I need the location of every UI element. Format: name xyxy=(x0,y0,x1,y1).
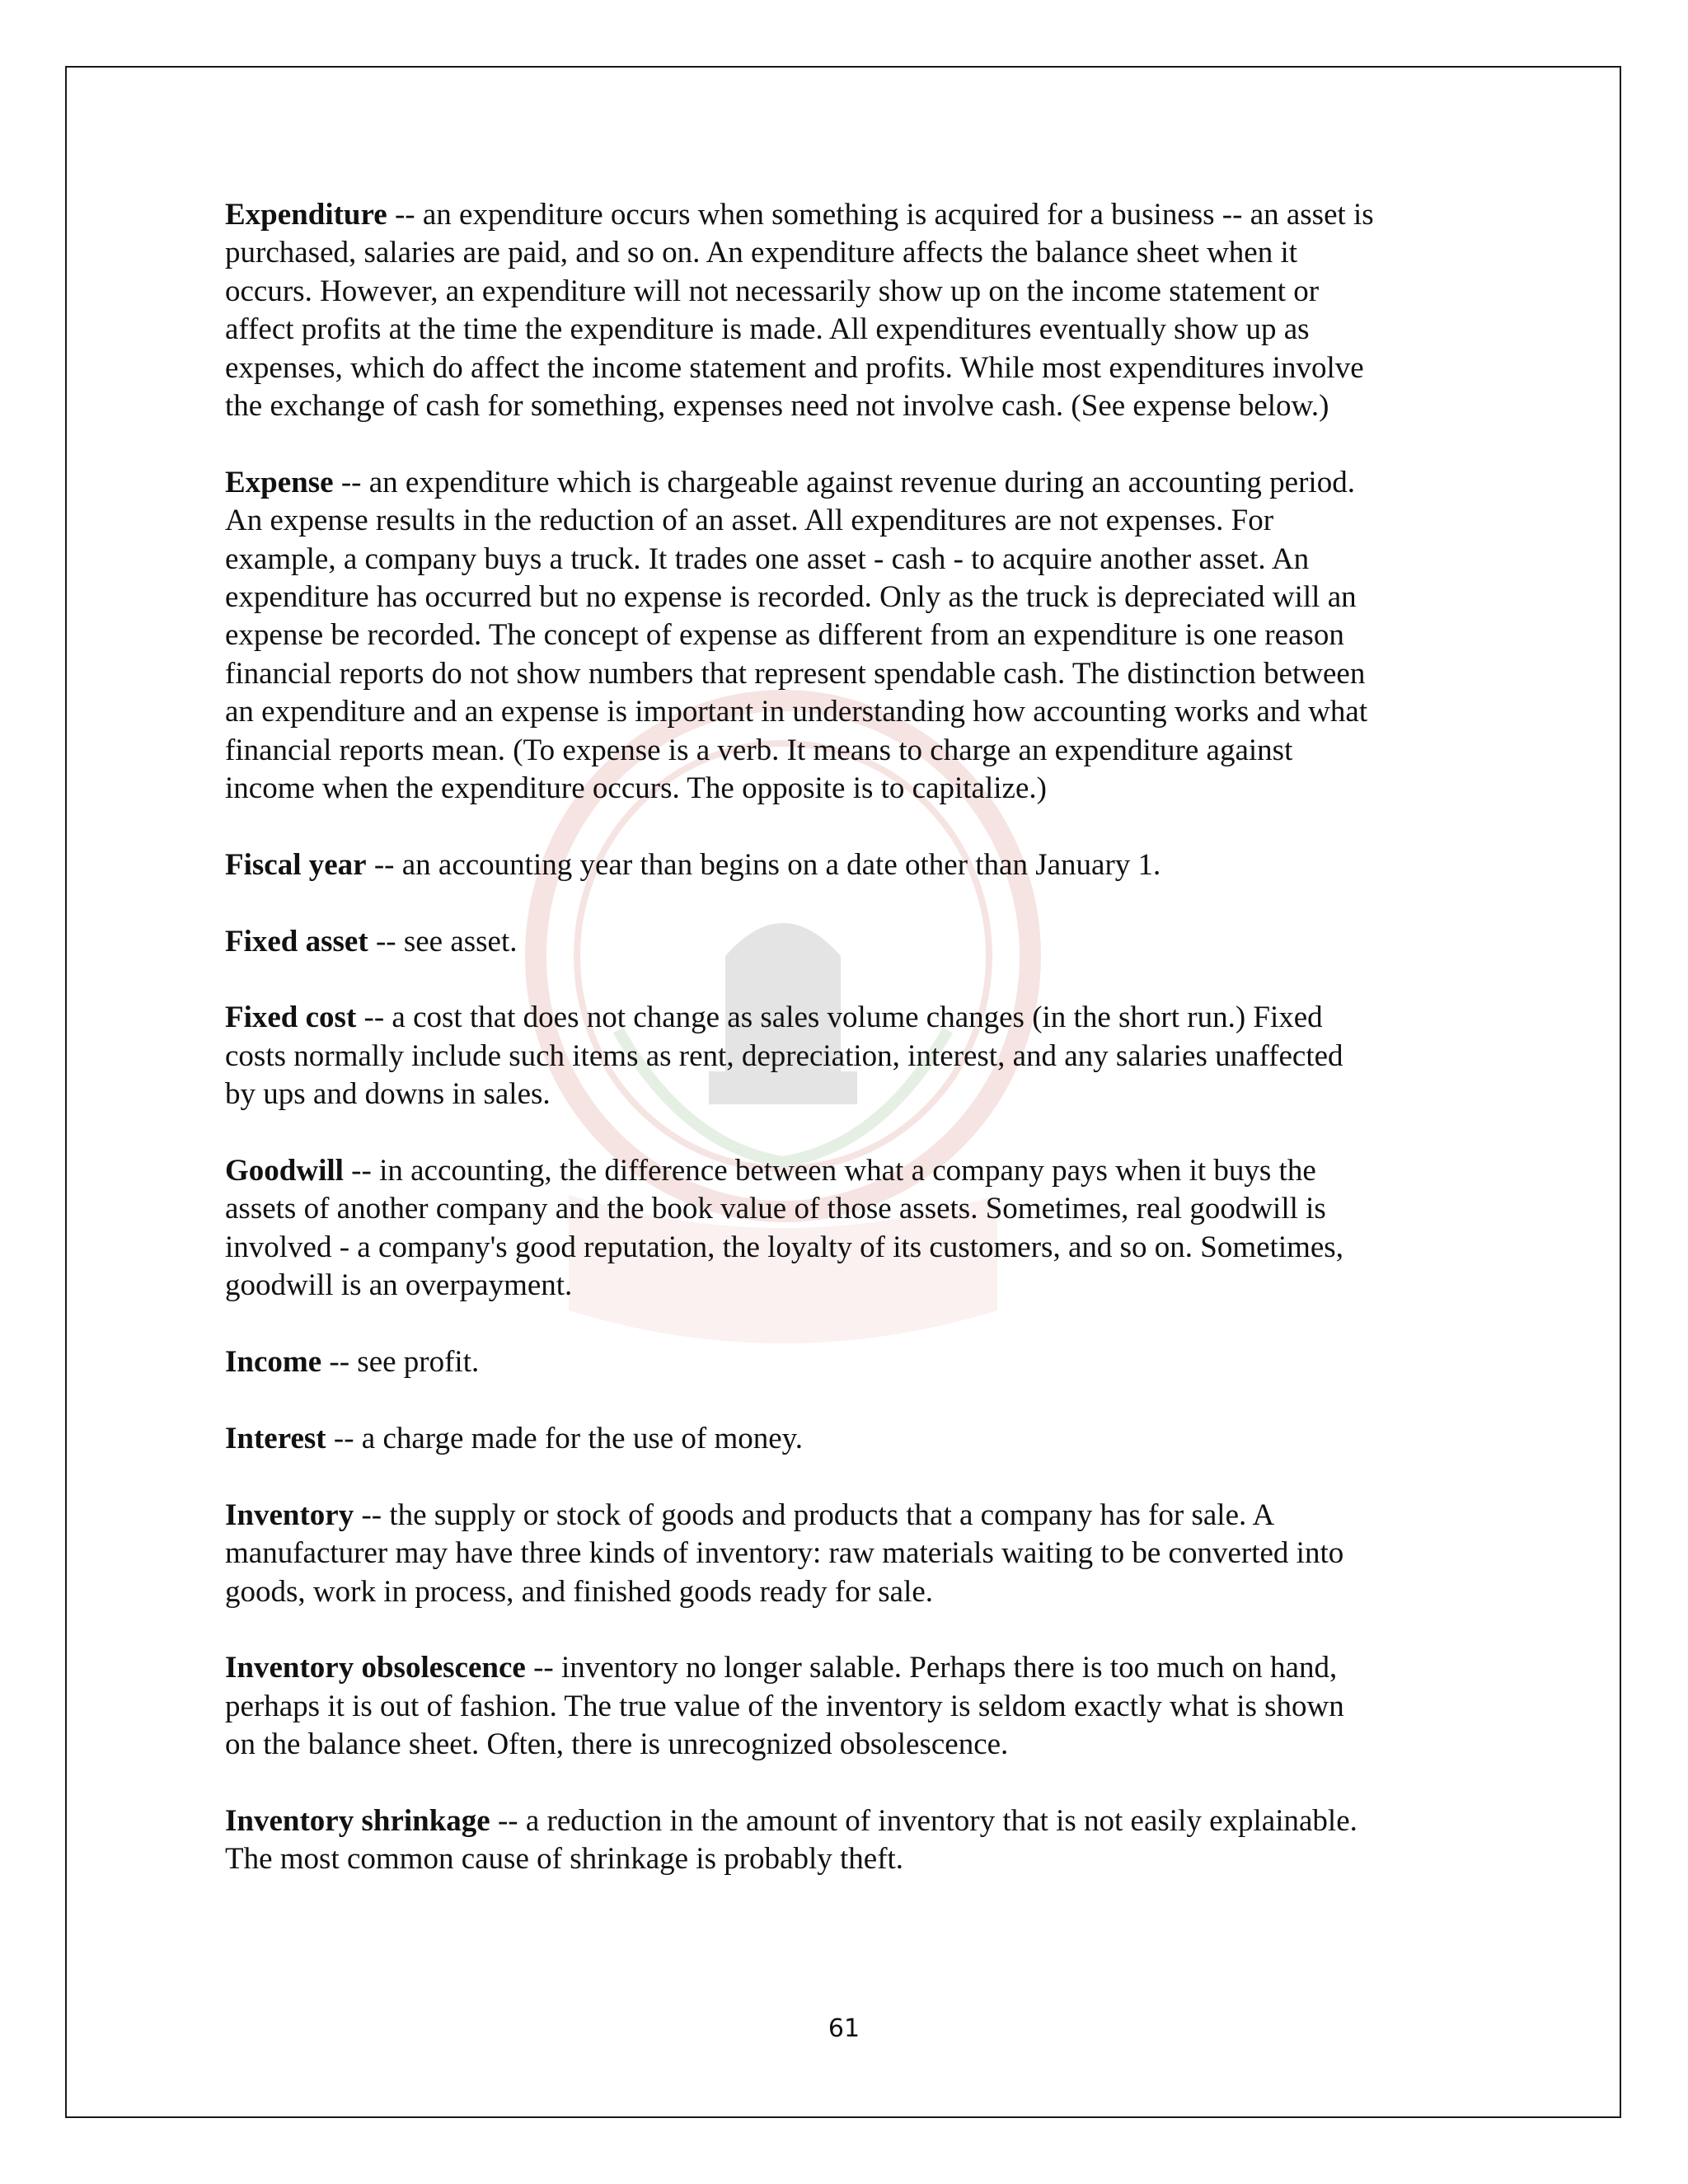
entry-term: Fixed cost xyxy=(225,1001,357,1035)
entry-definition: -- an expenditure occurs when something is acquired for a business -- an asset is purchased, salaries are paid, and so on. An expenditure affects the balance sheet when it occurs. However, an expenditure will not necessarily show up on the income statement or affect profits at the time the expenditure is made. All expenditures eventually show up as expenses, which do affect the income statement and profits. While most expenditures involve the exchange of cash for something, expenses need not involve cash. (See expense below.) xyxy=(225,198,1374,424)
entry-term: Fixed asset xyxy=(225,924,368,958)
entry-definition: -- an expenditure which is chargeable against revenue during an accounting period. An expense results in the reduction of an asset. All expenditures are not expenses. For example, a company buys a truck. It trades one asset - cash - to acquire another asset. An expenditure has occurred but no expense is recorded. Only as the truck is depreciated will an expense be recorded. The concept of expense as different from an expenditure is one reason financial reports do not show numbers that represent spendable cash. The distinction between an expenditure and an expense is important in understanding how accounting works and what financial reports mean. (To expense is a verb. It means to charge an expenditure against income when the expenditure occurs. The opposite is to capitalize.) xyxy=(225,465,1368,806)
entry-term: Inventory xyxy=(225,1497,354,1532)
entry-definition: -- in accounting, the difference between what a company pays when it buys the assets of another company and the book value of those assets. Sometimes, real goodwill is involved - a company's good reputation, the loyalty of its customers, and so on. Sometimes, goodwill is an overpayment. xyxy=(225,1154,1343,1303)
glossary-entry-income xyxy=(225,1343,1379,1381)
entry-definition: -- the supply or stock of goods and products that a company has for sale. A manufacturer may have three kinds of inventory: raw materials waiting to be converted into goods, work in process, and finished goods ready for sale. xyxy=(225,1497,1344,1609)
entry-definition: -- a cost that does not change as sales volume changes (in the short run.) Fixed costs normally include such items as rent, depreciation, interest, and any salaries unaffected by ups and downs in sales. xyxy=(225,1001,1343,1112)
glossary-content xyxy=(225,196,1379,1917)
page-number: 61 xyxy=(828,2014,860,2043)
entry-term: Expenditure xyxy=(225,198,387,232)
entry-term: Expense xyxy=(225,465,334,499)
glossary-entry-fixed-asset xyxy=(225,923,1379,961)
entry-definition: -- see profit. xyxy=(321,1345,480,1380)
glossary-entry-inventory-obsolescence xyxy=(225,1649,1379,1764)
glossary-entry-fixed-cost xyxy=(225,999,1379,1113)
glossary-entry-expenditure xyxy=(225,196,1379,425)
glossary-entry-expense xyxy=(225,464,1379,808)
entry-definition: -- inventory no longer salable. Perhaps there is too much on hand, perhaps it is out of fashion. The true value of the inventory is seldom exactly what is shown on the balance sheet. Often, there is unrecognized obsolescence. xyxy=(225,1651,1344,1762)
entry-term: Inventory obsolescence xyxy=(225,1651,526,1685)
glossary-entry-fiscal-year xyxy=(225,846,1379,884)
entry-definition: -- see asset. xyxy=(368,924,518,958)
entry-term: Goodwill xyxy=(225,1154,344,1188)
entry-definition: -- a charge made for the use of money. xyxy=(326,1421,804,1455)
glossary-entry-interest xyxy=(225,1420,1379,1458)
glossary-entry-goodwill xyxy=(225,1152,1379,1305)
entry-term: Inventory shrinkage xyxy=(225,1803,490,1838)
entry-term: Fiscal year xyxy=(225,847,367,882)
entry-definition: -- a reduction in the amount of inventory that is not easily explainable. The most common cause of shrinkage is probably theft. xyxy=(225,1803,1357,1877)
glossary-entry-inventory-shrinkage xyxy=(225,1802,1379,1879)
entry-term: Interest xyxy=(225,1421,326,1455)
entry-term: Income xyxy=(225,1345,322,1380)
entry-definition: -- an accounting year than begins on a date other than January 1. xyxy=(366,847,1161,882)
glossary-entry-inventory xyxy=(225,1497,1379,1611)
